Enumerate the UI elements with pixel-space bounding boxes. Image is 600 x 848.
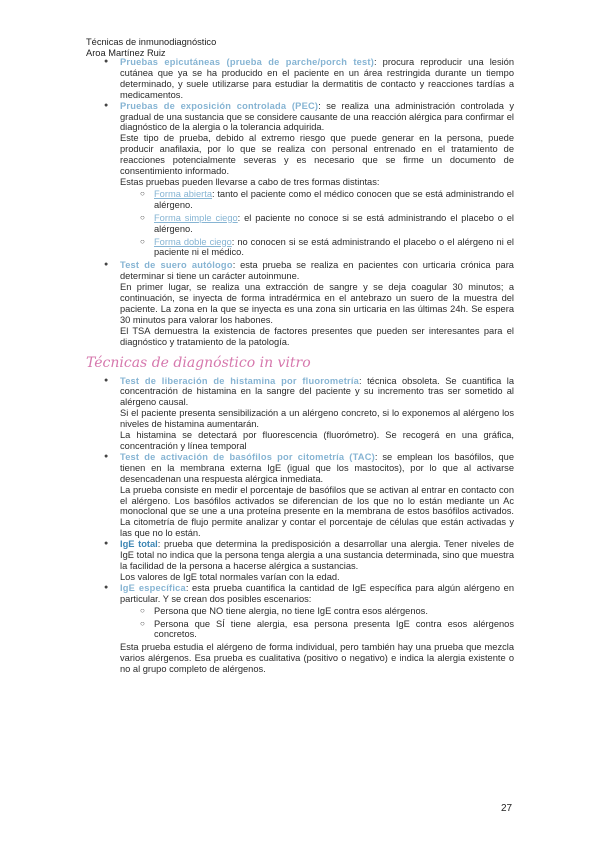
in-vitro-list	[86, 376, 514, 675]
sub-text: : tanto el paciente como el médico conocen que se está administrando el alérgeno.	[154, 188, 514, 210]
scenarios-list	[120, 606, 514, 641]
form-link[interactable]: Forma simple ciego	[154, 212, 238, 223]
term: Pruebas epicutáneas (prueba de parche/porch test)	[120, 57, 374, 67]
paragraph	[120, 101, 514, 134]
definition: : esta prueba cuantifica la cantidad de IgE específica para algún alérgeno en particular. Y se crean dos posibles escenarios:	[120, 582, 514, 604]
term: Pruebas de exposición controlada (PEC)	[120, 100, 319, 111]
list-item	[86, 583, 514, 675]
sub-list-item	[120, 213, 514, 235]
page-content	[86, 57, 514, 675]
sub-text: : el paciente no conoce si se está administrando el placebo o el alérgeno.	[154, 212, 514, 234]
paragraph: El TSA demuestra la existencia de factores presentes que pueden ser interesantes para el diagnóstico y tratamiento de la patología.	[120, 325, 514, 347]
page-header	[86, 37, 216, 59]
sub-list-item	[120, 237, 514, 259]
section-heading: Técnicas de diagnóstico in vitro	[86, 354, 311, 371]
list-item	[86, 101, 514, 259]
term: Test de activación de basófilos por citometría (TAC)	[120, 451, 375, 462]
list-item	[86, 452, 514, 539]
list-item	[86, 57, 514, 101]
sub-list-item: ○ Persona que NO tiene alergia, no tiene IgE contra esos alérgenos.	[120, 606, 514, 617]
course-title: Técnicas de inmunodiagnóstico	[86, 37, 217, 47]
paragraph: Los valores de IgE total normales varían con la edad.	[120, 571, 340, 582]
list-item	[86, 376, 514, 452]
term: Test de suero autólogo	[120, 260, 233, 271]
term: IgE específica	[120, 582, 186, 593]
paragraph: En primer lugar, se realiza una extracción de sangre y se deja coagular 30 minutos; a continuación, se inyecta de forma intradérmica en el antebrazo un suero de la muestra del paciente. La zona en la que se inyecta es una zona sin urticaria en las últimas 24h. Se espera 30 minutos para valorar los habones.	[120, 282, 514, 325]
definition: : técnica obsoleta. Se cuantifica la concentración de histamina en la sangre del paciente y su incremento tras ser sometido al alérgeno causal.	[120, 375, 514, 408]
definition: : se emplean los basófilos, que tienen en la membrana externa IgE (igual que los mastocitos), por lo que al activarse desencadenan una respuesta alérgica inmediata.	[120, 451, 515, 484]
paragraph: Estas pruebas pueden llevarse a cabo de tres formas distintas:	[120, 176, 380, 187]
paragraph	[120, 452, 514, 485]
definition: : se realiza una administración controlada y gradual de una sustancia que se considere causante de una reacción alérgica para confirmar el diagnóstico de la alergia o la tolerancia adquirida.	[120, 100, 514, 133]
paragraph	[120, 260, 514, 282]
form-link[interactable]: Forma doble ciego	[154, 236, 232, 247]
term: Test de liberación de histamina por fluorometría	[120, 375, 360, 386]
definition: : esta prueba se realiza en pacientes con urticaria crónica para determinar si tiene un carácter autoinmune.	[120, 260, 514, 282]
paragraph: Este tipo de prueba, debido al extremo riesgo que puede generar en la persona, puede producir anafilaxia, por lo que se realiza con personal entrenado en el tratamiento de reacciones potencialmente severas y es necesario que se firme un documento de consentimiento informado.	[120, 133, 514, 177]
sub-list-item: ○ Persona que SÍ tiene alergia, esa persona presenta IgE contra esos alérgenos concretos.	[120, 619, 514, 641]
definition: : procura reproducir una lesión cutánea que ya se ha producido en el paciente en un área restringida durante un tiempo determinado, y suele utilizarse para estudiar la dermatitis de contacto y reacciones tardías a medicamentos.	[120, 57, 515, 100]
form-link[interactable]: Forma abierta	[154, 188, 213, 199]
author-name: Aroa Martínez Ruiz	[86, 48, 166, 58]
paragraph	[120, 376, 514, 409]
paragraph	[120, 583, 514, 605]
term: IgE total	[120, 539, 158, 550]
pec-forms-list	[120, 189, 514, 258]
sub-text: : no conocen si se está administrando el placebo o el alérgeno ni el paciente ni el médico.	[154, 236, 514, 258]
in-vivo-list	[86, 57, 514, 348]
list-item	[86, 539, 514, 583]
paragraph	[120, 57, 514, 101]
definition: : prueba que determina la predisposición a desarrollar una alergia. Tener niveles de IgE total no indica que la persona tenga alergia a una sustancia determinada, sino que muestra la facilidad de la persona a hacerse alérgica a sustancias.	[120, 539, 514, 571]
paragraph	[120, 539, 514, 572]
page-number: 27	[501, 803, 513, 814]
paragraph: Esta prueba estudia el alérgeno de forma individual, pero también hay una prueba que mezcla varios alérgenos. Esa prueba es cualitativa (positivo o negativo) e indica la alergia existente o no al grupo completo de alérgenos.	[120, 642, 514, 675]
paragraph: Si el paciente presenta sensibilización a un alérgeno concreto, si lo exponemos al alérgeno los niveles de histamina aumentarán.	[120, 408, 514, 430]
list-item	[86, 260, 514, 347]
paragraph: La histamina se detectará por fluorescencia (fluorómetro). Se recogerá en una gráfica, concentración y línea temporal	[120, 430, 514, 451]
sub-list-item	[120, 189, 514, 211]
paragraph: La prueba consiste en medir el porcentaje de basófilos que se activan al entrar en contacto con el alérgeno. Los basófilos activados se diferencian de los que no lo están mediante un Ac monoclonal que se une a una proteína presente en la membrana de estos basófilos activados. La citometría de flujo permite analizar y contar el porcentaje de células que están activadas y las que no lo están.	[120, 484, 514, 539]
